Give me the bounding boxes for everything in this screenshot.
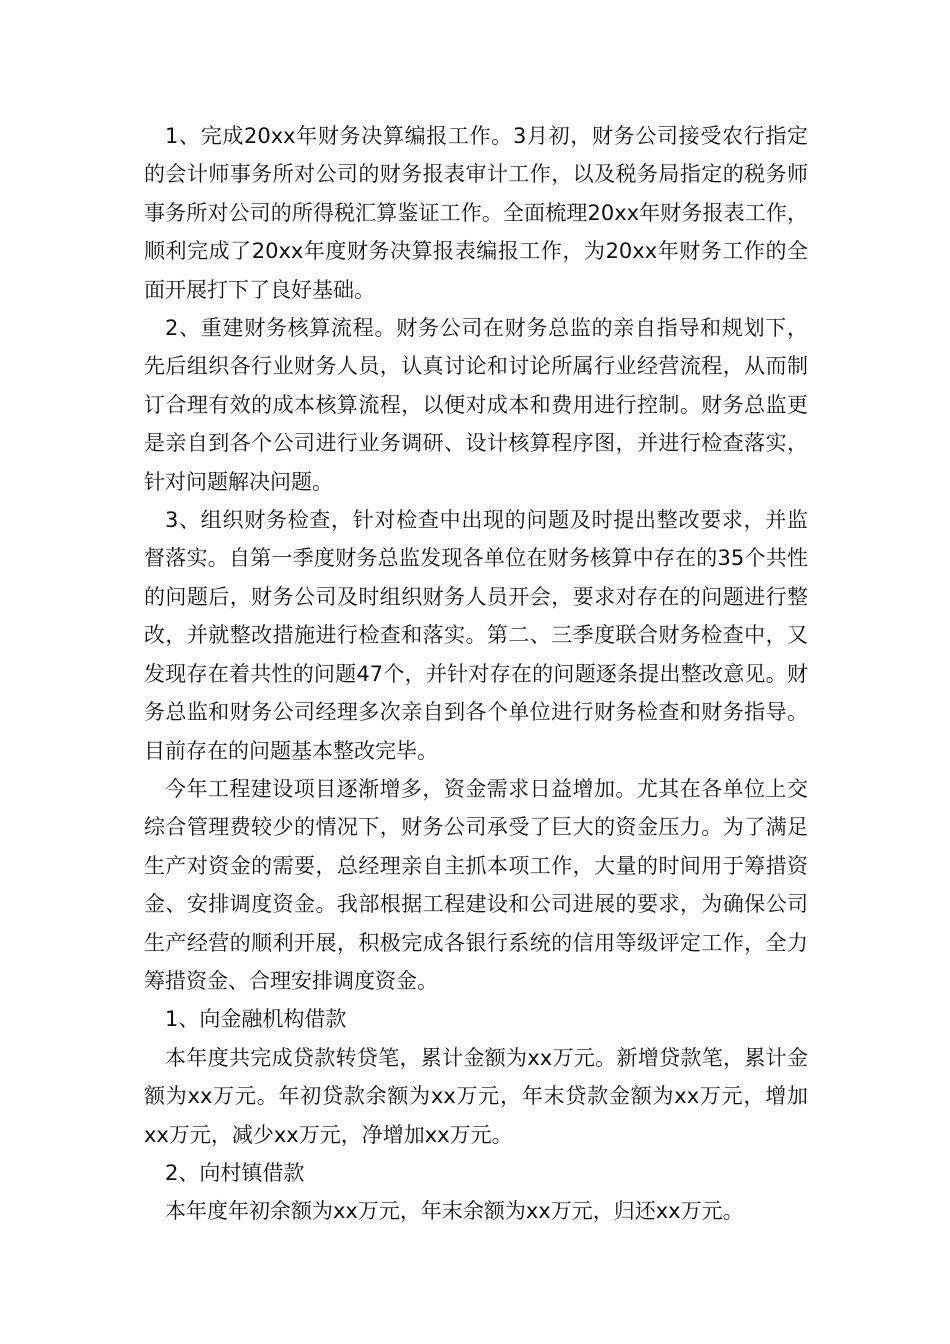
paragraph-financial-inspection: 3、组织财务检查，针对检查中出现的问题及时提出整改要求，并监督落实。自第一季度财务总监发现各单位在财务核算中存在的35个共性的问题后，财务公司及时组织财务人员开会，要求对存在的问题进行整改，并就整改措施进行检查和落实。第二、三季度联合财务检查中，又发现存在着共性的问题47个，并针对存在的问题逐条提出整改意见。财务总监和财务公司经理多次亲自到各个单位进行财务检查和财务指导。目前存在的问题基本整改完毕。 [144, 508, 808, 763]
paragraph-financial-settlement: 1、完成20xx年财务决算编报工作。3月初，财务公司接受农行指定的会计师事务所对公司的财务报表审计工作，以及税务局指定的税务师事务所对公司的所得税汇算鉴证工作。全面梳理20xx年财务报表工作，顺利完成了20xx年度财务决算报表编报工作，为20xx年财务工作的全面开展打下了良好基础。 [144, 124, 808, 302]
paragraph-loan-details: 本年度共完成贷款转贷笔，累计金额为xx万元。新增贷款笔，累计金额为xx万元。年初贷款余额为xx万元，年末贷款金额为xx万元，增加xx万元，减少xx万元，净增加xx万元。 [144, 1045, 808, 1147]
heading-village-town-loans: 2、向村镇借款 [165, 1160, 305, 1185]
paragraph-village-loan-details: 本年度年初余额为xx万元，年末余额为xx万元，归还xx万元。 [165, 1199, 744, 1224]
paragraph-accounting-process: 2、重建财务核算流程。财务公司在财务总监的亲自指导和规划下，先后组织各行业财务人员，认真讨论和讨论所属行业经营流程，从而制订合理有效的成本核算流程，以便对成本和费用进行控制。财务总监更是亲自到各个公司进行业务调研、设计核算程序图，并进行检查落实，针对问题解决问题。 [144, 316, 808, 494]
document-body [144, 117, 808, 1231]
heading-financial-institution-loans: 1、向金融机构借款 [165, 1007, 347, 1032]
paragraph-funding-pressure: 今年工程建设项目逐渐增多，资金需求日益增加。尤其在各单位上交综合管理费较少的情况下，财务公司承受了巨大的资金压力。为了满足生产对资金的需要，总经理亲自主抓本项工作，大量的时间用于筹措资金、安排调度资金。我部根据工程建设和公司进展的要求，为确保公司生产经营的顺利开展，积极完成各银行系统的信用等级评定工作，全力筹措资金、合理安排调度资金。 [144, 776, 808, 993]
